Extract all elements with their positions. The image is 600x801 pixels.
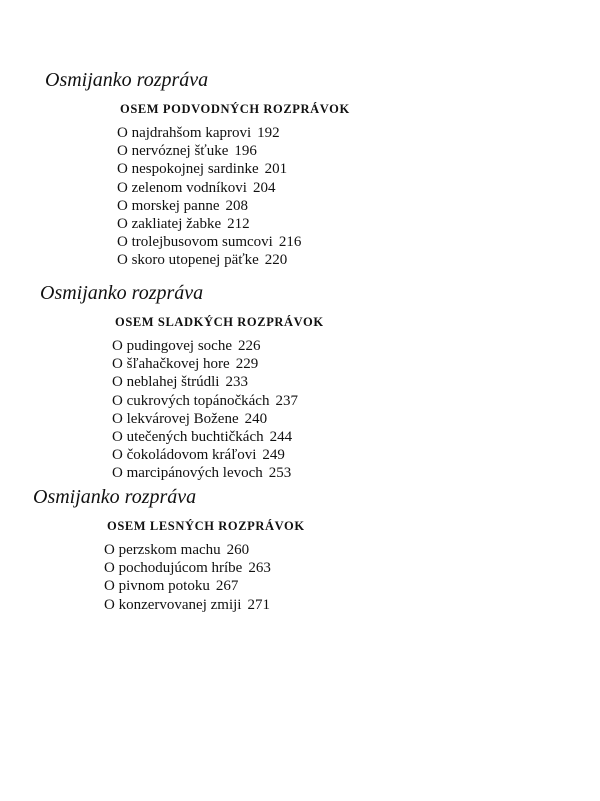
entry-page-number: 226 [237, 338, 261, 354]
entry-title: O čokoládovom kráľovi [112, 447, 257, 464]
entry-page-number: 244 [269, 429, 293, 446]
toc-entry[interactable] [112, 392, 298, 410]
entry-page-number: 260 [226, 542, 250, 558]
entry-page-number: 263 [248, 560, 271, 577]
toc-entry[interactable] [117, 160, 301, 178]
entry-title: O pudingovej soche [112, 338, 232, 354]
entry-title: O najdrahšom kaprovi [117, 125, 252, 141]
entry-page-number: 229 [235, 356, 259, 373]
toc-entry[interactable] [104, 596, 271, 614]
entry-title: O konzervovanej zmiji [104, 596, 242, 613]
entry-page-number: 192 [257, 125, 280, 141]
entry-list [117, 124, 301, 270]
entry-page-number: 233 [225, 374, 248, 391]
toc-entry[interactable] [112, 464, 298, 482]
section-subheading: OSEM LESNÝCH ROZPRÁVOK [107, 519, 305, 533]
entry-page-number: 271 [247, 596, 270, 613]
toc-entry[interactable] [117, 124, 301, 142]
entry-page-number: 267 [215, 578, 239, 595]
entry-title: O lekvárovej Božene [112, 410, 239, 427]
entry-title: O morskej panne [117, 197, 220, 214]
entry-page-number: 216 [278, 234, 302, 251]
toc-entry[interactable] [112, 428, 298, 446]
entry-page-number: 201 [264, 161, 288, 178]
entry-title: O zakliatej žabke [117, 216, 222, 233]
entry-page-number: 240 [244, 410, 268, 427]
entry-title: O zelenom vodníkovi [117, 179, 247, 196]
entry-list [104, 541, 271, 614]
entry-title: O marcipánových levoch [112, 465, 263, 482]
toc-entry[interactable] [104, 559, 271, 577]
toc-entry[interactable] [112, 373, 298, 391]
entry-title: O utečených buchtičkách [112, 429, 264, 446]
entry-page-number: 220 [264, 252, 288, 269]
entry-title: O neblahej štrúdli [112, 374, 220, 391]
entry-page-number: 204 [252, 179, 276, 196]
entry-page-number: 196 [234, 143, 257, 160]
toc-entry[interactable] [112, 337, 298, 355]
toc-entry[interactable] [117, 197, 301, 215]
toc-entry[interactable] [112, 410, 298, 428]
toc-entry[interactable] [112, 446, 298, 464]
entry-title: O šľahačkovej hore [112, 356, 230, 373]
toc-entry[interactable] [117, 233, 301, 251]
entry-title: O cukrových topánočkách [112, 392, 270, 409]
entry-title: O perzskom machu [104, 542, 221, 558]
section-subheading: OSEM SLADKÝCH ROZPRÁVOK [115, 315, 324, 329]
entry-page-number: 212 [227, 216, 250, 233]
entry-page-number: 253 [268, 465, 292, 482]
section-subheading: OSEM PODVODNÝCH ROZPRÁVOK [120, 102, 350, 116]
section-heading: Osmijanko rozpráva [45, 69, 209, 91]
section-heading: Osmijanko rozpráva [40, 282, 204, 304]
toc-entry[interactable] [117, 179, 301, 197]
toc-entry[interactable] [104, 541, 271, 559]
entry-title: O pochodujúcom hríbe [104, 560, 243, 577]
entry-title: O skoro utopenej päťke [117, 252, 259, 269]
entry-page-number: 237 [275, 392, 298, 409]
entry-list [112, 337, 298, 483]
toc-entry[interactable] [104, 577, 271, 595]
section-heading: Osmijanko rozpráva [33, 486, 197, 508]
entry-title: O pivnom potoku [104, 578, 210, 595]
entry-page-number: 249 [262, 447, 285, 464]
toc-entry[interactable] [112, 355, 298, 373]
entry-title: O nespokojnej sardinke [117, 161, 259, 178]
entry-title: O nervóznej šťuke [117, 143, 229, 160]
toc-entry[interactable] [117, 215, 301, 233]
entry-title: O trolejbusovom sumcovi [117, 234, 273, 251]
toc-entry[interactable] [117, 142, 301, 160]
toc-entry[interactable] [117, 251, 301, 269]
entry-page-number: 208 [225, 197, 248, 214]
